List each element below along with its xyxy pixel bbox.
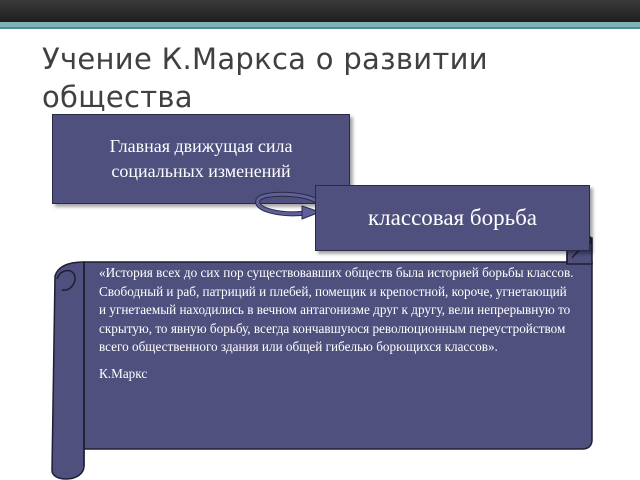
quote-text: «История всех до сих пор существовавших обществ была историей борьбы классов. Свободный и раб, патриций и плебей, помещик и крепостной, короче, угнетающий и угнетаемый находились в вечном антагонизме друг к другу, вели непрерывную то скрытую, то явную борьбу, всегда кончавшуюся революционным переустройством всего общественного здания или общей гибелью борющихся классов». (99, 265, 574, 354)
driving-force-text: Главная движущая сила социальных изменений (109, 136, 293, 181)
quote-author: К.Маркс (99, 365, 148, 381)
circular-arrow-icon (258, 194, 320, 219)
slide-title: Учение К.Маркса о развитии общества (42, 42, 488, 114)
class-struggle-box (315, 185, 590, 251)
quote-block (99, 264, 577, 383)
class-struggle-text: классовая борьба (368, 205, 537, 230)
